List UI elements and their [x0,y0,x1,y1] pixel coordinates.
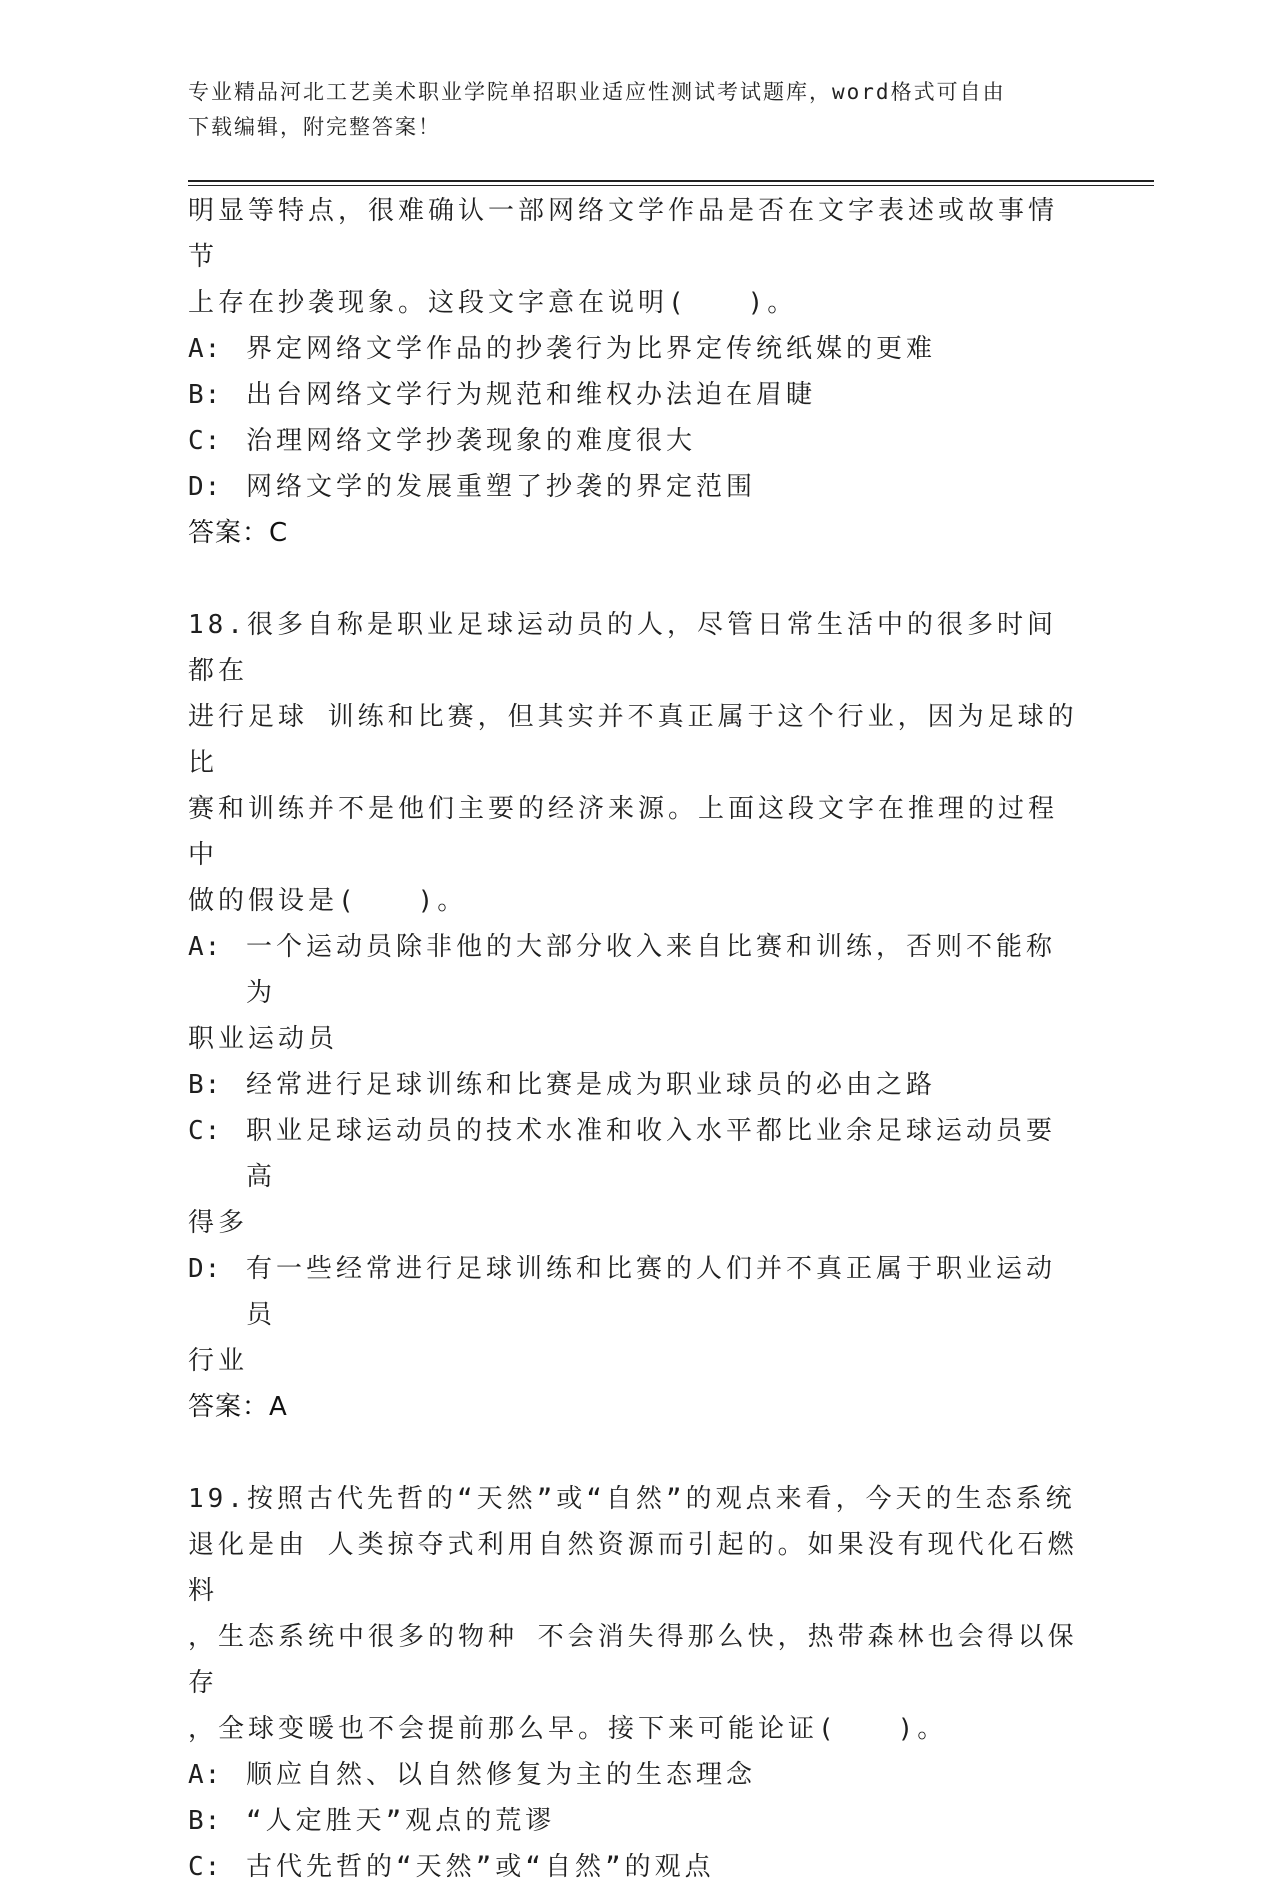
question-stem-line: ，生态系统中很多的物种 不会消失得那么快，热带森林也会得以保存 [188,1622,1078,1698]
option-text: 顺应自然、以自然修复为主的生态理念 [246,1760,757,1790]
question-stem-line: 退化是由 人类掠夺式利用自然资源而引起的。如果没有现代化石燃料 [188,1530,1078,1606]
option-key: B: [188,380,222,410]
question-stem-line: 18.很多自称是职业足球运动员的人，尽管日常生活中的很多时间都在 [188,610,1057,686]
option-text: 界定网络文学作品的抄袭行为比界定传统纸媒的更难 [246,334,937,364]
option-text: 治理网络文学抄袭现象的难度很大 [246,426,697,456]
header-rule-thick [188,180,1154,182]
option-c [188,1108,1078,1200]
option-b [188,1062,1078,1108]
header-line-2: 下载编辑，附完整答案！ [188,115,441,139]
question-stem-line: 19.按照古代先哲的“天然”或“自然”的观点来看，今天的生态系统 [188,1484,1076,1514]
question-stem-line: 明显等特点，很难确认一部网络文学作品是否在文字表述或故事情节 [188,196,1059,272]
option-b [188,1798,1078,1844]
option-text: 经常进行足球训练和比赛是成为职业球员的必由之路 [246,1070,937,1100]
option-key: B: [188,1070,222,1100]
option-key: D: [188,472,222,502]
question-stem-line: 上存在抄袭现象。这段文字意在说明( )。 [188,288,798,318]
page-header [188,75,1068,145]
option-text: “人定胜天”观点的荒谬 [246,1806,556,1836]
option-a [188,1752,1078,1798]
option-key: A: [188,334,222,364]
option-key: A: [188,1760,222,1790]
option-key: D: [188,1254,222,1284]
option-key: B: [188,1806,222,1836]
option-c [188,418,1078,464]
question-content [188,188,1078,1890]
answer-line: 答案：C [188,518,289,548]
option-continuation: 得多 [188,1208,249,1238]
option-c [188,1844,1078,1890]
option-key: C: [188,426,222,456]
option-text: 有一些经常进行足球训练和比赛的人们并不真正属于职业运动员 [246,1254,1057,1330]
option-key: C: [188,1116,222,1146]
question-stem-line: 进行足球 训练和比赛，但其实并不真正属于这个行业，因为足球的比 [188,702,1078,778]
question-19 [188,1476,1078,1890]
question-stem-line: ，全球变暖也不会提前那么早。接下来可能论证( )。 [188,1714,948,1744]
question-17 [188,188,1078,556]
option-a [188,924,1078,1016]
header-rule-thin [188,185,1154,186]
option-text: 一个运动员除非他的大部分收入来自比赛和训练，否则不能称为 [246,932,1057,1008]
answer-line: 答案：A [188,1392,288,1422]
option-text: 古代先哲的“天然”或“自然”的观点 [246,1852,715,1882]
option-text: 网络文学的发展重塑了抄袭的界定范围 [246,472,757,502]
header-line-1: 专业精品河北工艺美术职业学院单招职业适应性测试考试题库，word格式可自由 [188,80,1006,104]
question-stem-line: 赛和训练并不是他们主要的经济来源。上面这段文字在推理的过程中 [188,794,1059,870]
option-continuation: 行业 [188,1346,249,1376]
option-continuation: 职业运动员 [188,1024,339,1054]
option-d [188,464,1078,510]
option-a [188,326,1078,372]
option-b [188,372,1078,418]
option-d [188,1246,1078,1338]
question-stem-line: 做的假设是( )。 [188,886,468,916]
question-18 [188,602,1078,1430]
option-text: 职业足球运动员的技术水准和收入水平都比业余足球运动员要高 [246,1116,1057,1192]
option-key: C: [188,1852,222,1882]
option-text: 出台网络文学行为规范和维权办法迫在眉睫 [246,380,817,410]
option-key: A: [188,932,222,962]
